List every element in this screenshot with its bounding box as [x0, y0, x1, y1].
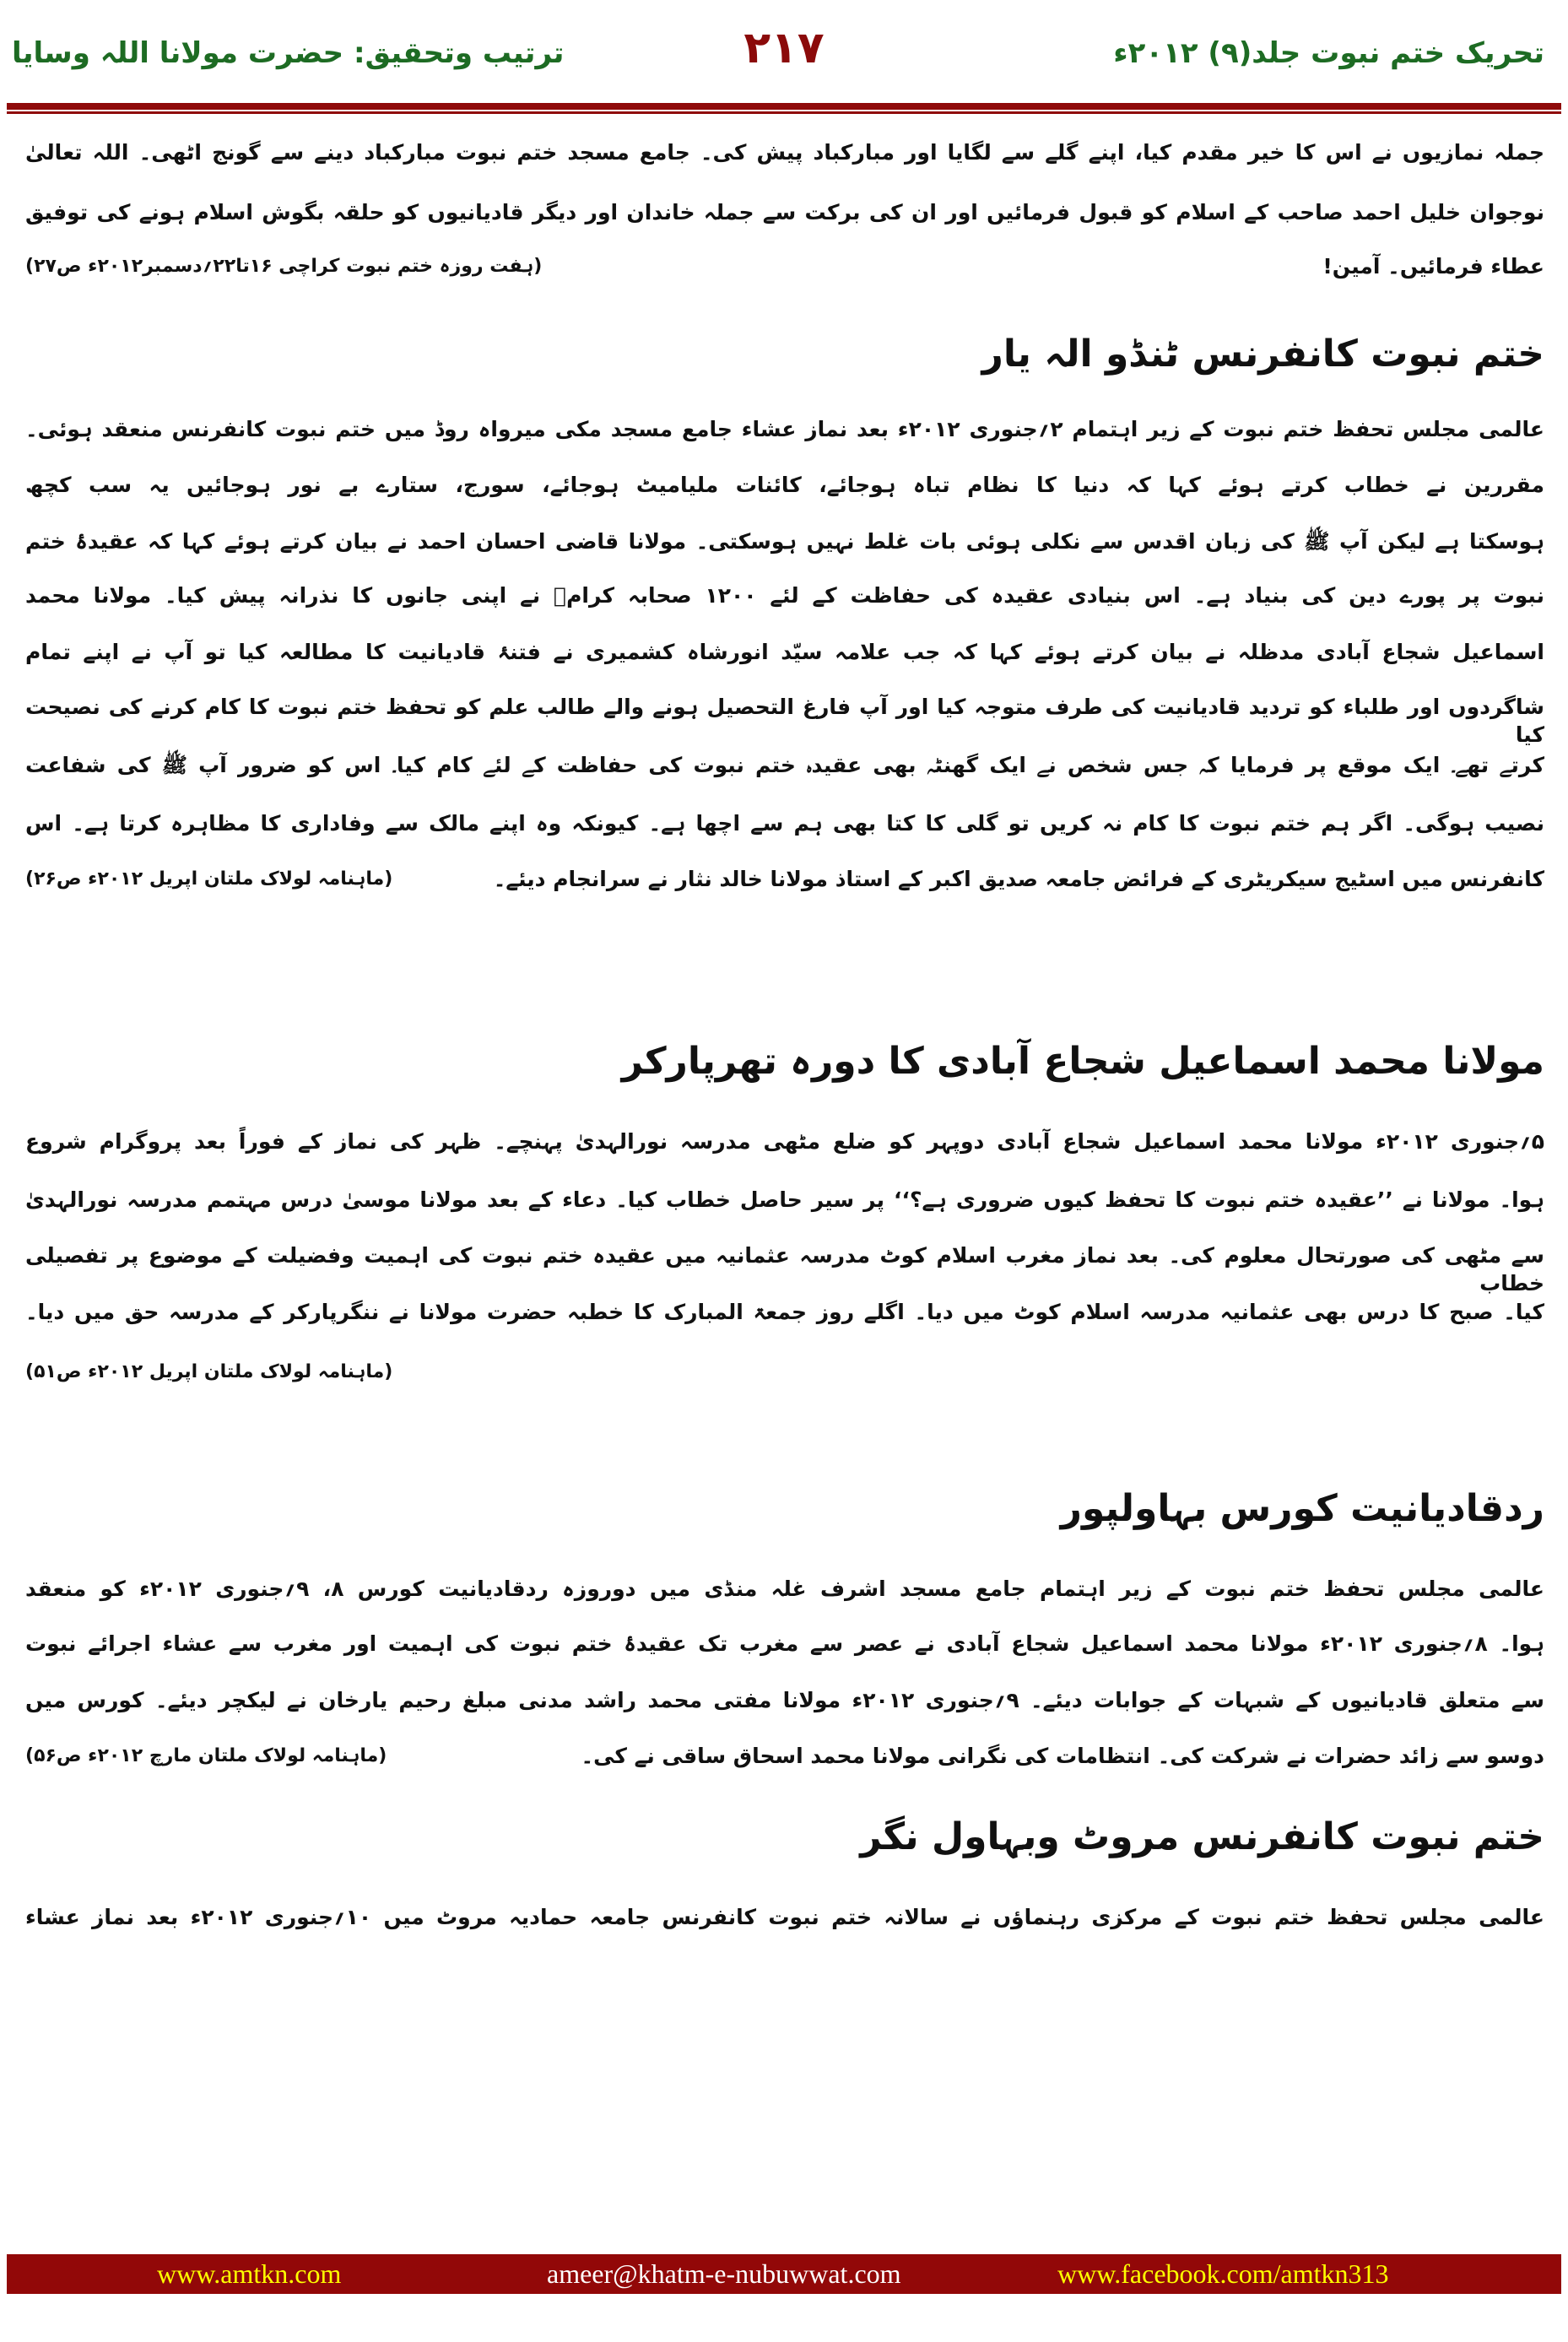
- text-line: عالمی مجلس تحفظ ختم نبوت کے زیر اہتمام ۲؍جنوری ۲۰۱۲ء بعد نماز عشاء جامع مسجد مکی میرواہ روڈ میں ختم نبوت کانفرنس منعقد ہوئی۔: [25, 417, 1544, 441]
- text-line-with-citation: [25, 1728, 1544, 1783]
- footer-bar: [7, 2254, 1561, 2294]
- text-line: شاگردوں اور طلباء کو تردید قادیانیت کی طرف متوجہ کیا اور آپ فارغ التحصیل ہونے والے طالب علم کو تحفظ ختم نبوت کا کام کرنے کی نصیحت کیا: [25, 695, 1544, 747]
- text-line: نبوت پر پورے دین کی بنیاد ہے۔ اس بنیادی عقیدہ کی حفاظت کے لئے ۱۲۰۰ صحابہ کرامؓ نے اپنی جانوں کا نذرانہ پیش کیا۔ مولانا محمد: [25, 583, 1544, 608]
- text-line: سے متعلق قادیانیوں کے شبہات کے جوابات دیئے۔ ۹؍جنوری ۲۰۱۲ء مولانا مفتی محمد راشد مدنی مبلغ رحیم یارخان نے لیکچر دیئے۔ کورس میں: [25, 1688, 1545, 1712]
- text-line: کرتے تھے۔ ایک موقع پر فرمایا کہ جس شخص نے ایک گھنٹہ بھی عقیدہ ختم نبوت کی حفاظت کے لئے کام کیا۔ اس کو ضرور آپ ﷺ کی شفاعت: [25, 753, 1544, 777]
- text-line: مقررین نے خطاب کرتے ہوئے کہا کہ دنیا کا نظام تباہ ہوجائے، کائنات ملیامیٹ ہوجائے، سورج، ستارے بے نور ہوجائیں یہ سب کچھ: [25, 473, 1544, 497]
- section-heading: ردقادیانیت کورس بہاولپور: [1060, 1487, 1544, 1530]
- citation: (ہفت روزہ ختم نبوت کراچی ۱۶تا۲۲؍دسمبر۲۰۱۲ء ص۲۷): [25, 256, 543, 277]
- header-rule-thick: [7, 103, 1561, 110]
- section-heading: مولانا محمد اسماعیل شجاع آبادی کا دورہ تھرپارکر: [621, 1040, 1544, 1083]
- text-line: نصیب ہوگی۔ اگر ہم ختم نبوت کا کام نہ کریں تو گلی کا کتا بھی ہم سے اچھا ہے۔ کیونکہ وہ اپنے مالک سے وفاداری کا مظاہرہ کرتا ہے۔ اس: [25, 811, 1544, 836]
- text-line-with-citation: [25, 851, 1544, 906]
- header-rule-thin: [7, 111, 1561, 114]
- citation: (ماہنامہ لولاک ملتان مارچ ۲۰۱۲ء ص۵۶): [25, 1745, 387, 1766]
- facebook-link[interactable]: www.facebook.com/amtkn313: [1057, 2258, 1389, 2289]
- text-line: ہوا۔ مولانا نے ’’عقیدہ ختم نبوت کا تحفظ کیوں ضروری ہے؟‘‘ پر سیر حاصل خطاب کیا۔ دعاء کے بعد مولانا موسیٰ درس مہتمم مدرسہ نورالہدیٰ: [25, 1187, 1544, 1212]
- text-line: جملہ نمازیوں نے اس کا خیر مقدم کیا، اپنے گلے سے لگایا اور مبارکباد پیش کی۔ جامع مسجد ختم نبوت مبارکباد دینے سے گونج اٹھی۔ اللہ تعالیٰ: [25, 140, 1544, 165]
- citation: (ماہنامہ لولاک ملتان اپریل ۲۰۱۲ء ص۵۱): [25, 1361, 393, 1382]
- website-link[interactable]: www.amtkn.com: [157, 2258, 342, 2289]
- page-number: ۲۱۷: [743, 23, 825, 73]
- text-line: ہوسکتا ہے لیکن آپ ﷺ کی زبان اقدس سے نکلی ہوئی بات غلط نہیں ہوسکتی۔ مولانا قاضی احسان احمد نے بیان کرتے ہوئے کہا کہ عقیدۂ ختم: [25, 529, 1544, 554]
- text-line: عطاء فرمائیں۔ آمین!: [1322, 254, 1544, 279]
- email-link[interactable]: ameer@khatm-e-nubuwwat.com: [547, 2258, 901, 2289]
- citation-line: [25, 1344, 1544, 1399]
- section-heading: ختم نبوت کانفرنس مروٹ وبہاول نگر: [860, 1815, 1544, 1858]
- text-line: عالمی مجلس تحفظ ختم نبوت کے زیر اہتمام جامع مسجد اشرف غلہ منڈی میں دوروزہ ردقادیانیت کورس ۸، ۹؍جنوری ۲۰۱۲ء کو منعقد: [25, 1577, 1544, 1601]
- text-line: کانفرنس میں اسٹیج سیکریٹری کے فرائض جامعہ صدیق اکبر کے استاذ مولانا خالد نثار نے سرانجام دیئے۔: [493, 867, 1544, 891]
- compiler-credit: ترتیب وتحقیق: حضرت مولانا اللہ وسایا: [12, 36, 565, 70]
- text-line-with-citation: [25, 238, 1544, 294]
- book-title: تحریک ختم نبوت جلد(۹) ۲۰۱۲ء: [1113, 36, 1544, 70]
- citation: (ماہنامہ لولاک ملتان اپریل ۲۰۱۲ء ص۲۶): [25, 868, 393, 890]
- text-line: سے مٹھی کی صورتحال معلوم کی۔ بعد نماز مغرب اسلام کوٹ مدرسہ عثمانیہ میں عقیدہ ختم نبوت کی اہمیت وفضیلت کے موضوع پر تفصیلی خطاب: [25, 1243, 1544, 1295]
- text-line: دوسو سے زائد حضرات نے شرکت کی۔ انتظامات کی نگرانی مولانا محمد اسحاق ساقی نے کی۔: [581, 1744, 1544, 1768]
- text-line: کیا۔ صبح کا درس بھی عثمانیہ مدرسہ اسلام کوٹ میں دیا۔ اگلے روز جمعۃ المبارک کا خطبہ حضرت مولانا نے ننگرپارکر کے مدرسہ حق میں دیا۔: [25, 1300, 1544, 1324]
- text-line: اسماعیل شجاع آبادی مدظلہ نے بیان کرتے ہوئے کہا کہ جب علامہ سیّد انورشاہ کشمیری نے فتنۂ قادیانیت کا مطالعہ کیا تو آپ نے اپنے تمام: [25, 640, 1544, 664]
- text-line: نوجوان خلیل احمد صاحب کے اسلام کو قبول فرمائیں اور ان کی برکت سے جملہ خاندان اور دیگر قادیانیوں کو حلقہ بگوش اسلام ہونے کی توفیق: [25, 200, 1544, 224]
- text-line: ۵؍جنوری ۲۰۱۲ء مولانا محمد اسماعیل شجاع آبادی دوپہر کو ضلع مٹھی مدرسہ نورالہدیٰ پہنچے۔ ظہر کی نماز کے فوراً بعد پروگرام شروع: [25, 1129, 1544, 1154]
- section-heading: ختم نبوت کانفرنس ٹنڈو الہ یار: [981, 333, 1544, 376]
- text-line: ہوا۔ ۸؍جنوری ۲۰۱۲ء مولانا محمد اسماعیل شجاع آبادی نے عصر سے مغرب تک عقیدۂ ختم نبوت کی اہمیت اور مغرب سے عشاء اجرائے نبوت: [25, 1631, 1544, 1656]
- text-line: عالمی مجلس تحفظ ختم نبوت کے مرکزی رہنماؤں نے سالانہ ختم نبوت کانفرنس جامعہ حمادیہ مروٹ میں ۱۰؍جنوری ۲۰۱۲ء بعد نماز عشاء: [25, 1905, 1544, 1929]
